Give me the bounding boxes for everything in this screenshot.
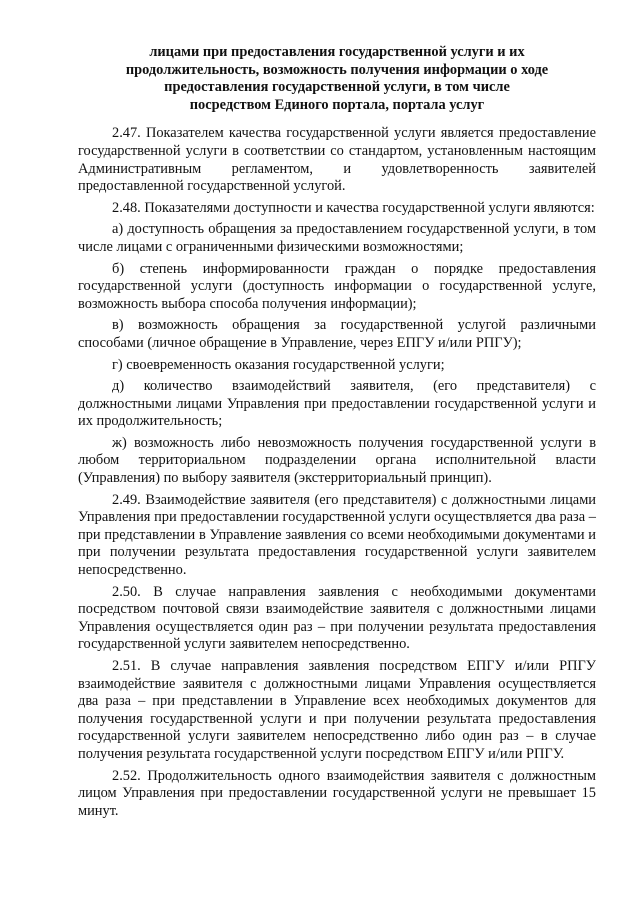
list-item-d: д) количество взаимодействий заявителя, (его представителя) с должностными лицами Управления при предоставлении государственной услуги и их продолжительность; — [78, 378, 596, 430]
paragraph-2-52: 2.52. Продолжительность одного взаимодействия заявителя с должностным лицом Управления при предоставлении государственной услуги не превышает 15 минут. — [78, 767, 596, 819]
paragraph-2-49: 2.49. Взаимодействие заявителя (его представителя) с должностными лицами Управления при предоставлении государственной услуги осуществляется два раза – при представлении в Управление заявления со всеми необходимыми документами и при получении результата предоставления государственной услуги заявителем непосредственно. — [78, 491, 596, 579]
list-item-v: в) возможность обращения за государственной услугой различными способами (личное обращение в Управление, через ЕПГУ и/или РПГУ); — [78, 317, 596, 351]
heading-line: предоставления государственной услуги, в том числе — [164, 79, 510, 96]
document-page — [78, 44, 596, 824]
paragraph-2-50: 2.50. В случае направления заявления с необходимыми документами посредством почтовой связи взаимодействие заявителя с должностными лицами Управления осуществляется один раз – при получении результата предоставления государственной услуги заявителем непосредственно. — [78, 583, 596, 653]
heading-line: лицами при предоставления государственной услуги и их — [149, 44, 525, 60]
list-item-a: а) доступность обращения за предоставлением государственной услуги, в том числе лицами с ограниченными физическими возможностями; — [78, 221, 596, 255]
section-heading — [78, 44, 596, 114]
heading-line: продолжительность, возможность получения информации о ходе — [125, 61, 549, 78]
paragraph-2-51: 2.51. В случае направления заявления посредством ЕПГУ и/или РПГУ взаимодействие заявителя с должностными лицами Управления осуществляется два раза – при представлении в Управление всех необходимых документов для получения государственной услуги и при получении результата предоставления государственной услуги заявителем непосредственно либо один раз – в случае получения результата государственной услуги посредством ЕПГУ и/или РПГУ. — [78, 658, 596, 762]
list-item-g: г) своевременность оказания государственной услуги; — [112, 356, 445, 373]
list-item-b: б) степень информированности граждан о порядке предоставления государственной услуги (доступность информации о государственной услуге, возможность выбора способа получения информации); — [78, 260, 596, 312]
list-item-zh: ж) возможность либо невозможность получения государственной услуги в любом территориальном подразделении органа исполнительной власти (Управления) по выбору заявителя (экстерриториальный принцип). — [78, 434, 596, 487]
heading-line: посредством Единого портала, портала услуг — [189, 96, 485, 113]
paragraph-2-47: 2.47. Показателем качества государственной услуги является предоставление государственной услуги в соответствии со стандартом, установленным настоящим Административным регламентом, и удовлетворенность заявителей предоставленной государственной услугой. — [78, 125, 596, 195]
paragraph-2-48: 2.48. Показателями доступности и качества государственной услуги являются: — [112, 199, 595, 216]
